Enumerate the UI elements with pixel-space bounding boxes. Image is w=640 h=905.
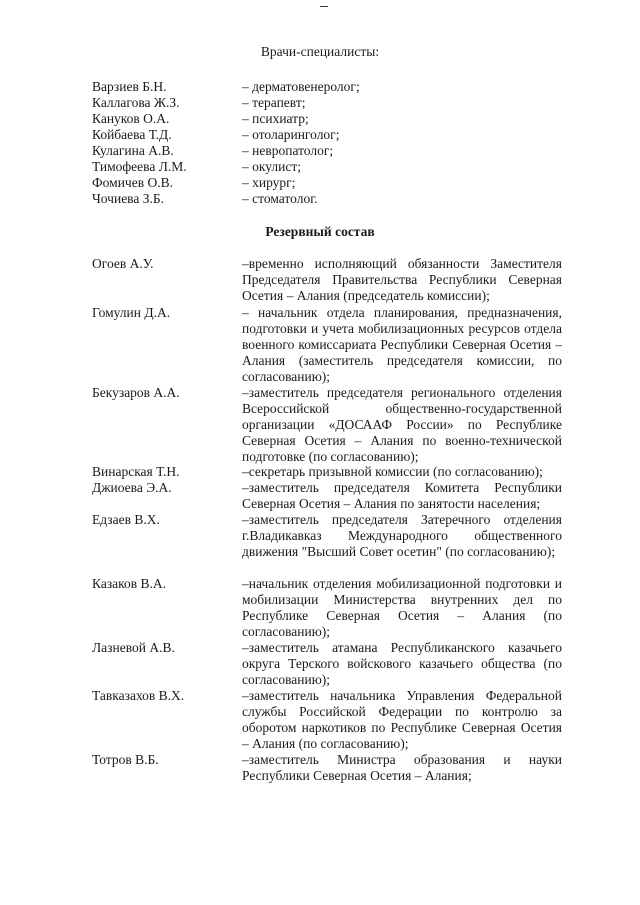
member-description: –временно исполняющий обязанности Заместителя Председателя Правительства Республики Северная Осетия – Алания (председатель комиссии); [242, 256, 562, 303]
member-name: Бекузаров А.А. [92, 385, 180, 400]
member-description: –начальник отделения мобилизационной подготовки и мобилизации Министерства внутренних дел по Республике Северная Осетия – Алания (по согласованию); [242, 576, 562, 639]
member-role: – стоматолог. [242, 191, 318, 206]
member-name: Чочиева З.Б. [92, 191, 165, 206]
member-description: –заместитель председателя Комитета Республики Северная Осетия – Алания по занятости населения; [242, 480, 562, 511]
specialists-heading: Врачи-специалисты: [260, 44, 380, 59]
list-item [0, 95, 640, 111]
member-name: Гомулин Д.А. [92, 305, 171, 320]
member-name: Тавказахов В.Х. [92, 688, 185, 703]
member-role: – окулист; [242, 159, 302, 174]
list-item [0, 175, 640, 191]
member-role: – дерматовенеролог; [242, 79, 360, 94]
member-name: Каллагова Ж.З. [92, 95, 180, 110]
member-name: Фомичев О.В. [92, 175, 173, 190]
member-name: Тимофеева Л.М. [92, 159, 187, 174]
member-role: – невропатолог; [242, 143, 334, 158]
specialists-list [0, 79, 640, 207]
member-name: Джиоева Э.А. [92, 480, 172, 495]
member-name: Варзиев Б.Н. [92, 79, 167, 94]
member-name: Казаков В.А. [92, 576, 167, 591]
member-role: – терапевт; [242, 95, 306, 110]
list-item [0, 191, 640, 207]
member-description: –заместитель председателя Затеречного отделения г.Владикавказ Международного общественного движения "Высший Совет осетин" (по согласованию); [242, 512, 562, 559]
member-name: Кулагина А.В. [92, 143, 174, 158]
member-role: – психиатр; [242, 111, 309, 126]
member-name: Койбаева Т.Д. [92, 127, 172, 142]
page-top-mark [320, 6, 328, 7]
list-item [0, 79, 640, 95]
member-name: Огоев А.У. [92, 256, 154, 271]
member-description: –заместитель атамана Республиканского казачьего округа Терского войскового казачьего общества (по согласованию); [242, 640, 562, 687]
list-item [0, 111, 640, 127]
member-name: Винарская Т.Н. [92, 464, 180, 479]
list-item [0, 159, 640, 175]
member-description: –заместитель председателя регионального отделения Всероссийской общественно-государственной организации «ДОСААФ России» по Республике Северная Осетия – Алания по военно-технической подготовке (по согласованию); [242, 385, 562, 464]
member-name: Тотров В.Б. [92, 752, 159, 767]
member-description: – начальник отдела планирования, предназначения, подготовки и учета мобилизационных ресурсов отдела военного комиссариата Республики Северная Осетия – Алания (заместитель председателя комиссии, по согласованию); [242, 305, 562, 384]
member-description: –заместитель начальника Управления Федеральной службы Российской Федерации по контролю за оборотом наркотиков по Республике Северная Осетия – Алания (по согласованию); [242, 688, 562, 751]
list-item [0, 143, 640, 159]
member-name: Едзаев В.Х. [92, 512, 160, 527]
member-role: – отоларинголог; [242, 127, 340, 142]
member-description: –секретарь призывной комиссии (по согласованию); [242, 464, 543, 479]
reserve-heading: Резервный состав [265, 224, 375, 239]
member-role: – хирург; [242, 175, 296, 190]
member-name: Кануков О.А. [92, 111, 170, 126]
list-item [0, 127, 640, 143]
member-name: Лазневой А.В. [92, 640, 175, 655]
member-description: –заместитель Министра образования и науки Республики Северная Осетия – Алания; [242, 752, 562, 783]
